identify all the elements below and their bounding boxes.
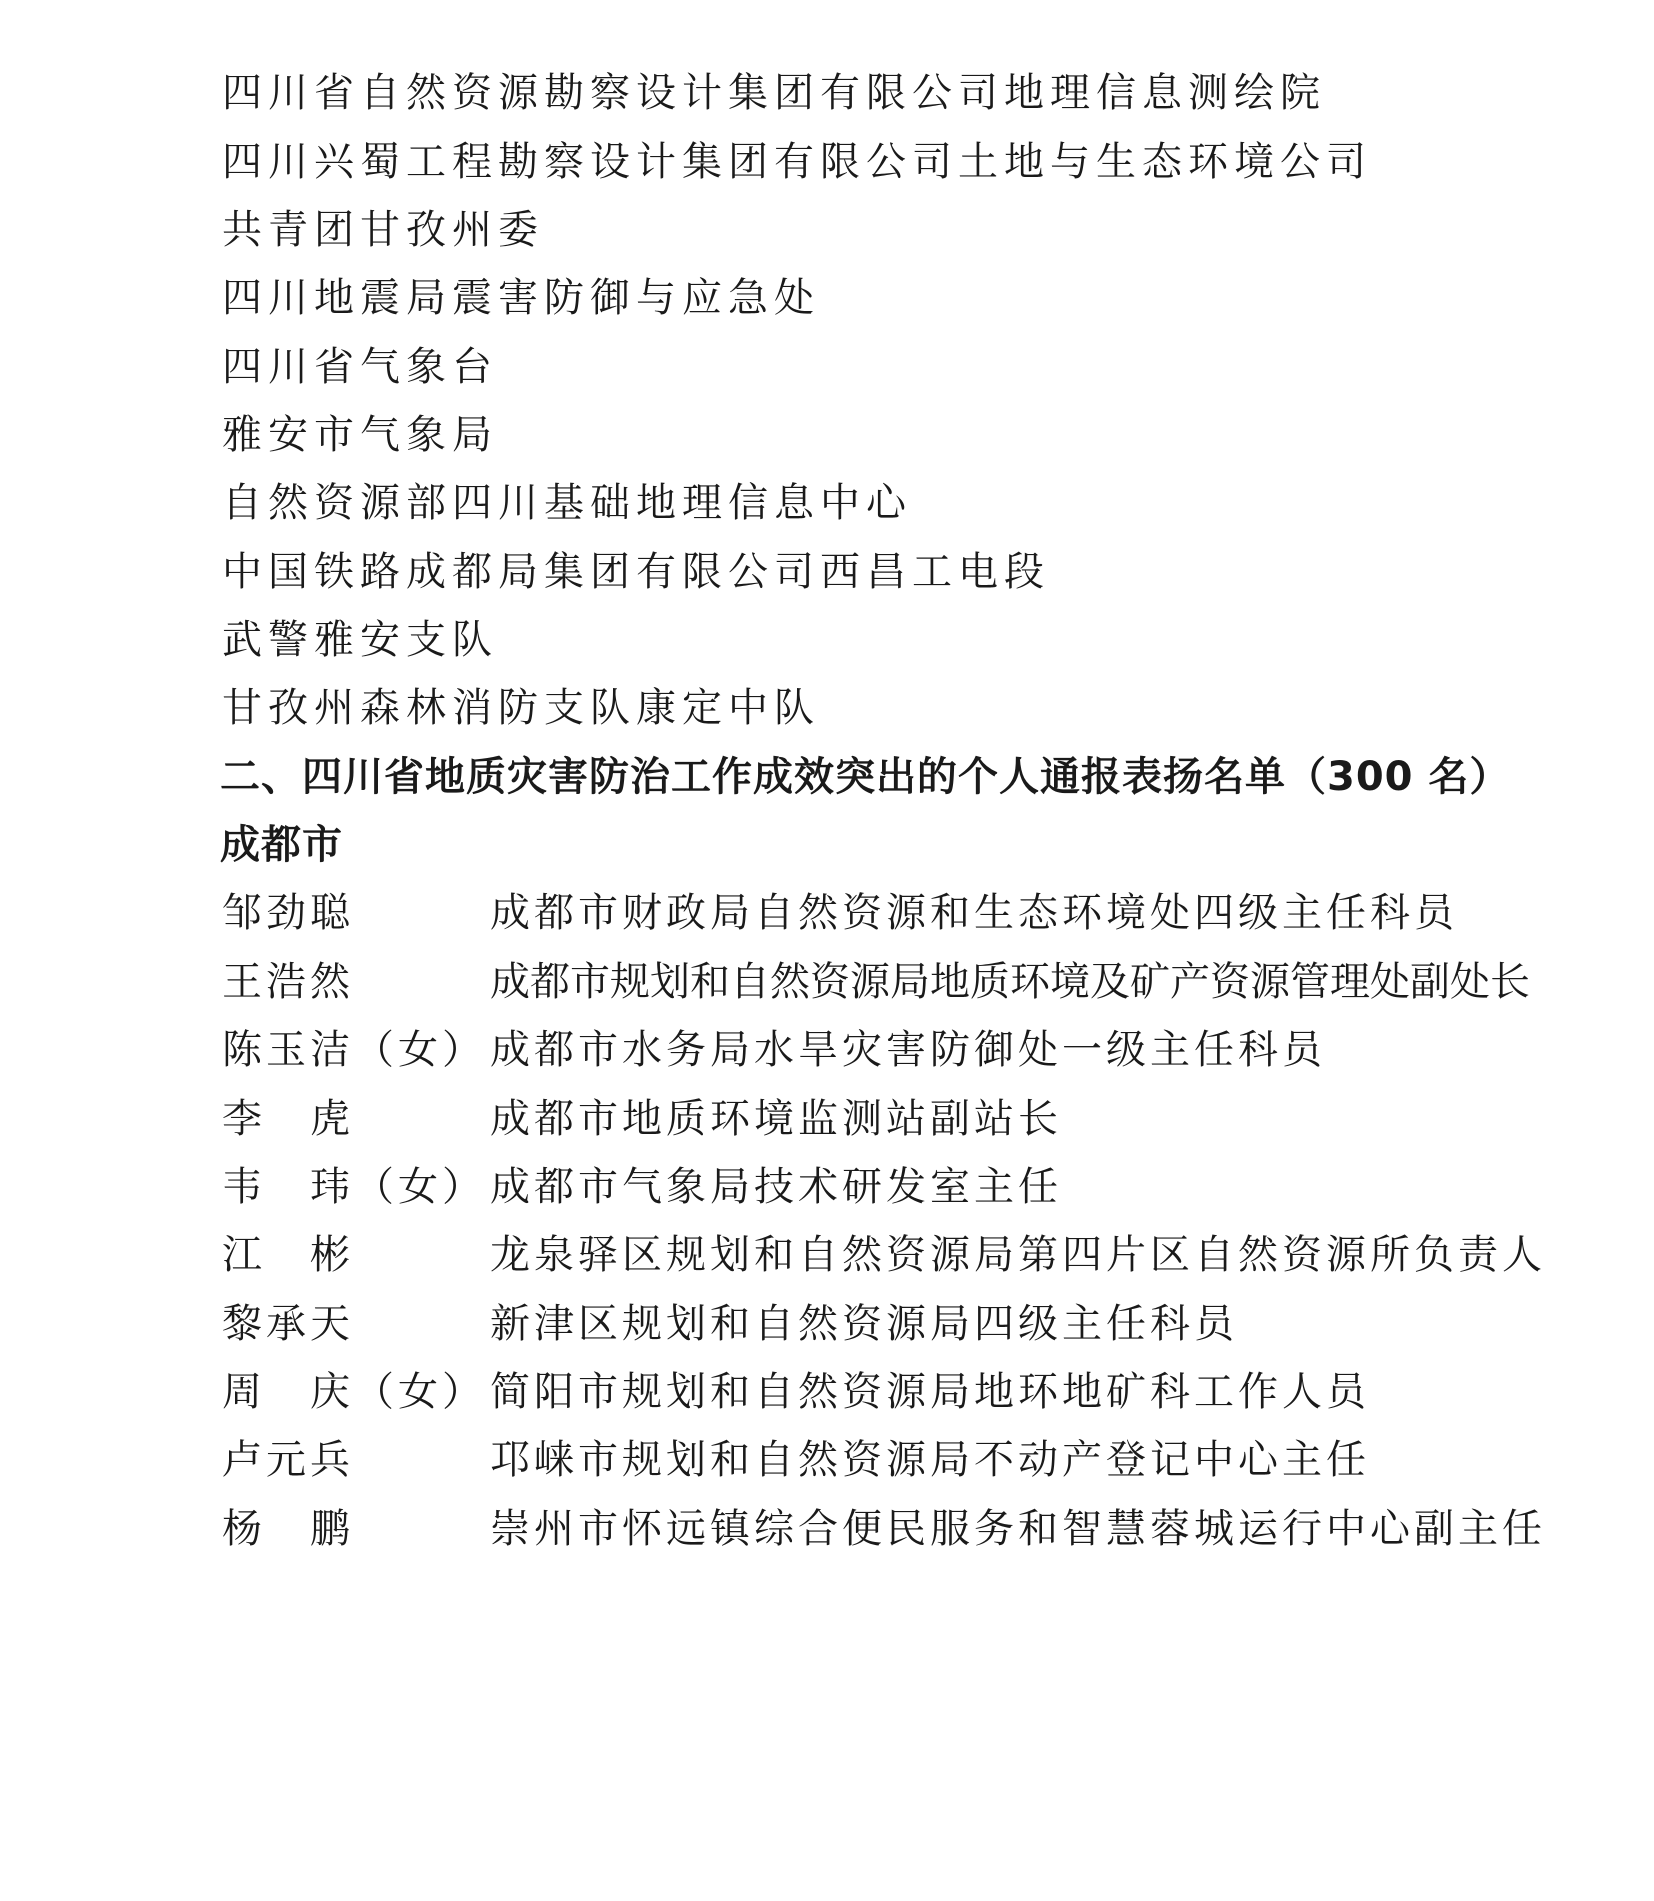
person-name: 王浩然 [222,959,354,1005]
person-name: 邹劲聪 [222,890,354,936]
person-title: 成都市气象局技术研发室主任 [490,1164,1062,1210]
person-title: 崇州市怀远镇综合便民服务和智慧蓉城运行中心副主任 [490,1506,1546,1552]
person-name: 陈玉洁（女） [222,1027,486,1073]
city-heading: 成都市 [220,822,343,868]
unit-item: 自然资源部四川基础地理信息中心 [222,480,912,526]
person-name: 李 虎 [222,1096,354,1142]
unit-item: 中国铁路成都局集团有限公司西昌工电段 [222,549,1050,595]
person-name: 韦 玮（女） [222,1164,486,1210]
unit-item: 四川兴蜀工程勘察设计集团有限公司土地与生态环境公司 [222,139,1372,185]
person-title: 龙泉驿区规划和自然资源局第四片区自然资源所负责人 [490,1232,1546,1278]
unit-item: 雅安市气象局 [222,412,498,458]
unit-item: 四川地震局震害防御与应急处 [222,275,820,321]
unit-item: 四川省自然资源勘察设计集团有限公司地理信息测绘院 [222,70,1326,116]
person-title: 成都市规划和自然资源局地质环境及矿产资源管理处副处长 [490,959,1530,1005]
person-title: 成都市财政局自然资源和生态环境处四级主任科员 [490,890,1458,936]
person-title: 简阳市规划和自然资源局地环地矿科工作人员 [490,1369,1370,1415]
person-name: 江 彬 [222,1232,354,1278]
person-title: 新津区规划和自然资源局四级主任科员 [490,1301,1238,1347]
person-name: 黎承天 [222,1301,354,1347]
person-name: 杨 鹏 [222,1506,354,1552]
unit-item: 四川省气象台 [222,344,498,390]
unit-item: 共青团甘孜州委 [222,207,544,253]
person-title: 邛崃市规划和自然资源局不动产登记中心主任 [490,1437,1370,1483]
unit-item: 甘孜州森林消防支队康定中队 [222,685,820,731]
person-title: 成都市地质环境监测站副站长 [490,1096,1062,1142]
section-heading: 二、四川省地质灾害防治工作成效突出的个人通报表扬名单（300 名） [220,754,1511,800]
unit-item: 武警雅安支队 [222,617,498,663]
person-name: 周 庆（女） [222,1369,486,1415]
person-name: 卢元兵 [222,1437,354,1483]
person-title: 成都市水务局水旱灾害防御处一级主任科员 [490,1027,1326,1073]
